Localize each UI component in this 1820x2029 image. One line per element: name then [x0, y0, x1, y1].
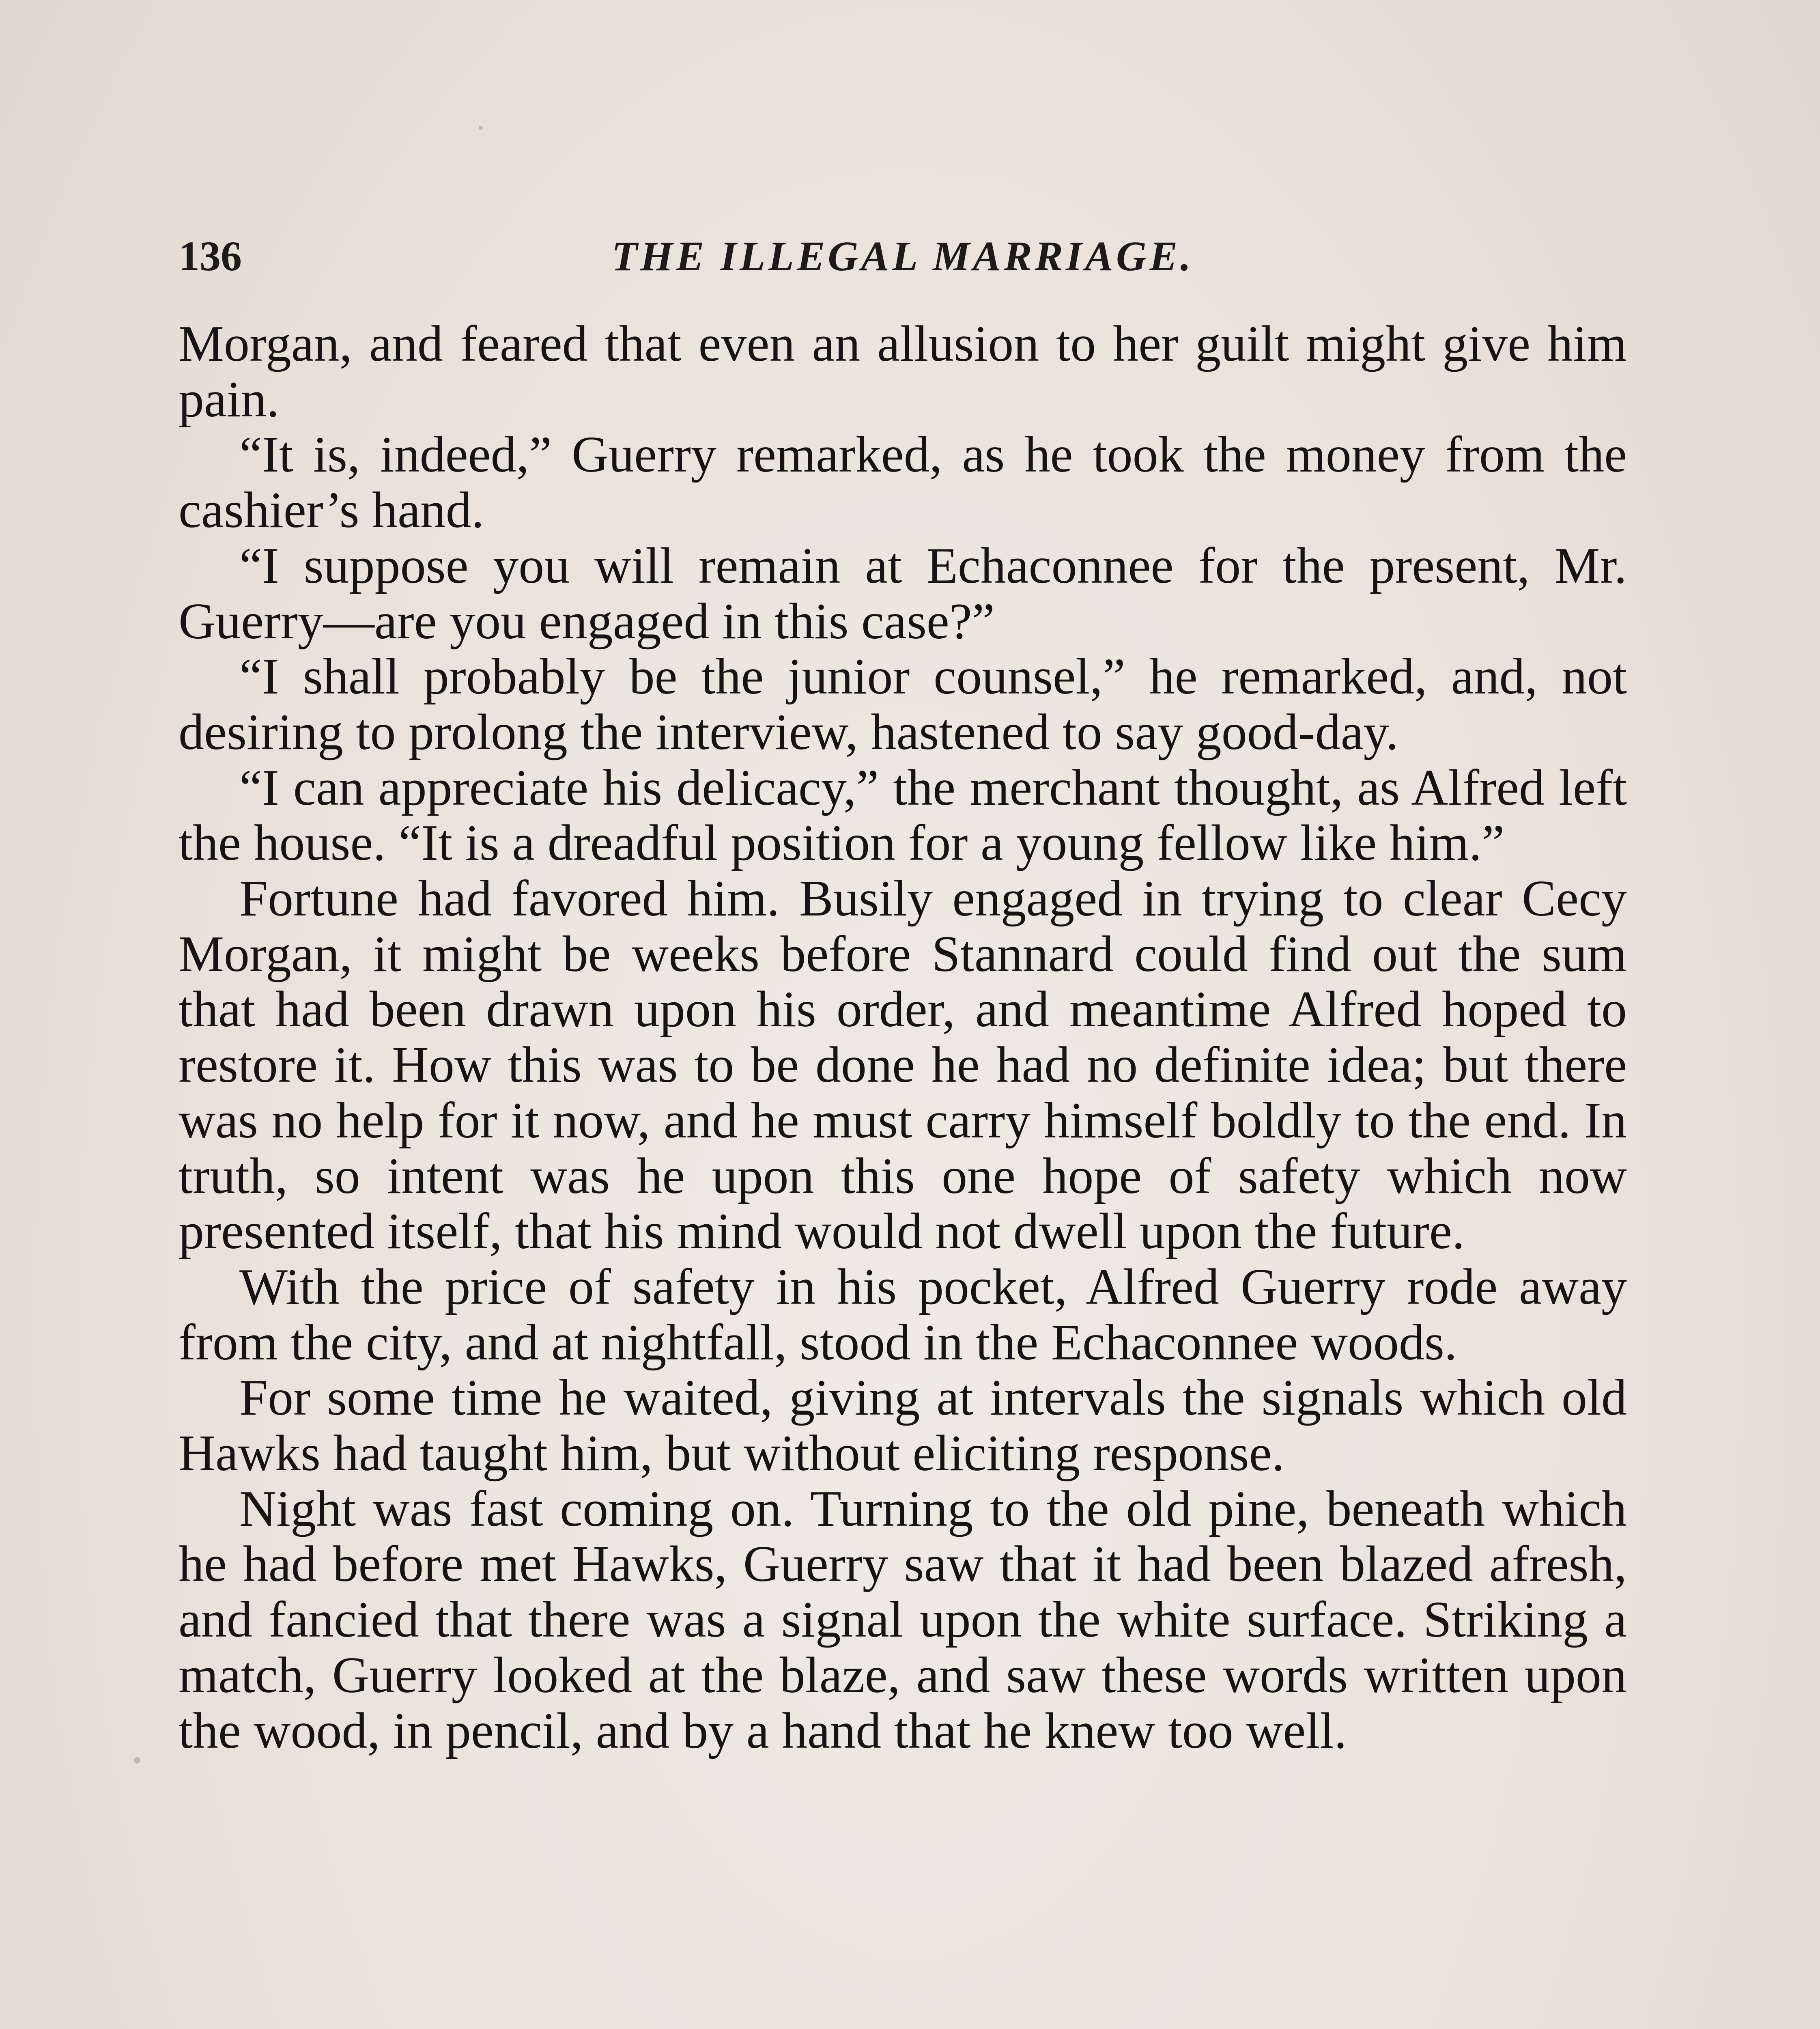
- paragraph: “I suppose you will remain at Echaconnee for the present, Mr. Guerry—are you engaged in this case?”: [179, 537, 1627, 650]
- page-header: [179, 227, 1627, 292]
- running-title: THE ILLEGAL MARRIAGE.: [611, 233, 1194, 280]
- paragraph: “It is, indeed,” Guerry remarked, as he took the money from the cashier’s hand.: [179, 426, 1627, 539]
- body-text: [179, 317, 1627, 1759]
- paper-speck: [479, 126, 483, 130]
- paragraph: “I shall probably be the junior counsel,” he remarked, and, not desiring to prolong the interview, hastened to say good-day.: [179, 648, 1627, 760]
- page-number: 136: [179, 233, 242, 280]
- paragraph: With the price of safety in his pocket, Alfred Guerry rode away from the city, and at nightfall, stood in the Echaconnee woods.: [179, 1258, 1627, 1371]
- paragraph: For some time he waited, giving at intervals the signals which old Hawks had taught him, but without eliciting response.: [179, 1370, 1627, 1482]
- paper-speck: [134, 1757, 140, 1764]
- paragraph: “I can appreciate his delicacy,” the merchant thought, as Alfred left the house. “It is a dreadful position for a young fellow like him.”: [179, 759, 1627, 872]
- paragraph: Morgan, and feared that even an allusion to her guilt might give him pain.: [179, 316, 1627, 428]
- paragraph: Fortune had favored him. Busily engaged in trying to clear Cecy Morgan, it might be weeks before Stannard could find out the sum that had been drawn upon his order, and meantime Alfred hoped to restore it. How this was to be done he had no definite idea; but there was no help for it now, and he must carry himself boldly to the end. In truth, so intent was he upon this one hope of safety which now presented itself, that his mind would not dwell upon the future.: [179, 870, 1627, 1260]
- paragraph: Night was fast coming on. Turning to the old pine, beneath which he had before met Hawks, Guerry saw that it had been blazed afresh, and fancied that there was a signal upon the white surface. Striking a match, Guerry looked at the blaze, and saw these words written upon the wood, in pencil, and by a hand that he knew too well.: [179, 1480, 1627, 1759]
